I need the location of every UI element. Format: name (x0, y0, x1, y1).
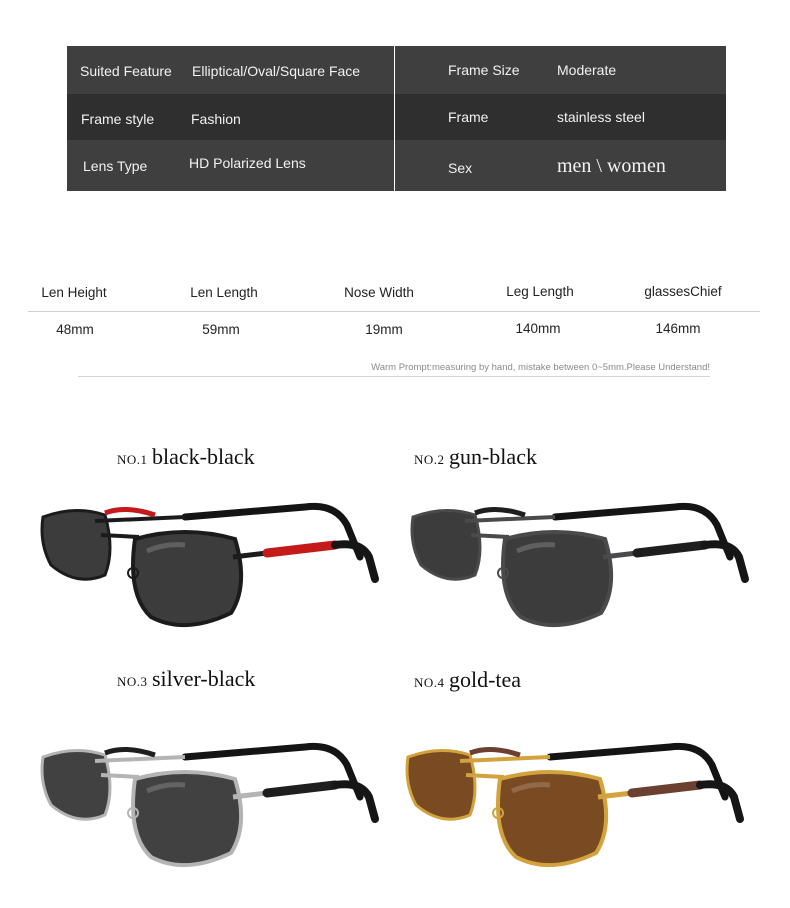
spec-table-right (395, 46, 726, 191)
variant-label (414, 667, 521, 693)
sunglasses-image (400, 735, 750, 885)
measure-value: 48mm (56, 322, 94, 337)
variant-number: NO.3 (117, 674, 148, 689)
spec-value: Elliptical/Oval/Square Face (192, 63, 361, 79)
spec-row (395, 94, 726, 142)
measure-value: 146mm (655, 321, 701, 336)
measure-header: Len Length (190, 285, 258, 300)
variant-number: NO.2 (414, 452, 445, 467)
measure-value: 140mm (515, 321, 561, 336)
spec-key: Frame (448, 109, 489, 125)
spec-row (395, 142, 726, 190)
divider (28, 311, 760, 312)
sunglasses-image (35, 735, 385, 885)
spec-value: Moderate (557, 62, 617, 78)
measure-header: Leg Length (506, 284, 574, 299)
variant-name: black-black (151, 444, 255, 469)
measure-header: Nose Width (344, 285, 414, 300)
spec-key: Frame Size (448, 62, 520, 78)
spec-value: stainless steel (557, 109, 645, 125)
spec-key: Lens Type (83, 158, 148, 174)
spec-row (67, 94, 394, 142)
warning-note: Warm Prompt:measuring by hand, mistake between 0~5mm.Please Understand! (371, 362, 710, 373)
spec-key: Sex (448, 160, 473, 176)
spec-key: Frame style (81, 111, 155, 127)
sunglasses-image (405, 495, 755, 645)
spec-value: Fashion (191, 111, 241, 127)
variant-name: gold-tea (448, 667, 522, 692)
spec-key: Suited Feature (80, 63, 172, 79)
variant-label (117, 444, 255, 470)
variant-label (414, 444, 537, 470)
variant-label (117, 666, 255, 692)
spec-value: men \ women (557, 155, 666, 177)
variant-name: silver-black (151, 666, 256, 691)
spec-row (395, 46, 726, 94)
spec-table-left (67, 46, 394, 191)
measure-value: 59mm (202, 322, 240, 337)
divider (78, 376, 710, 377)
sunglasses-image (35, 495, 385, 645)
spec-row (67, 142, 394, 190)
spec-value: HD Polarized Lens (189, 155, 306, 171)
spec-row (67, 46, 394, 94)
measure-value: 19mm (365, 322, 403, 337)
variant-number: NO.1 (117, 452, 148, 467)
variant-number: NO.4 (414, 675, 445, 690)
measure-header: glassesChief (644, 284, 722, 299)
variant-name: gun-black (448, 444, 537, 469)
measure-header: Len Height (41, 285, 107, 300)
